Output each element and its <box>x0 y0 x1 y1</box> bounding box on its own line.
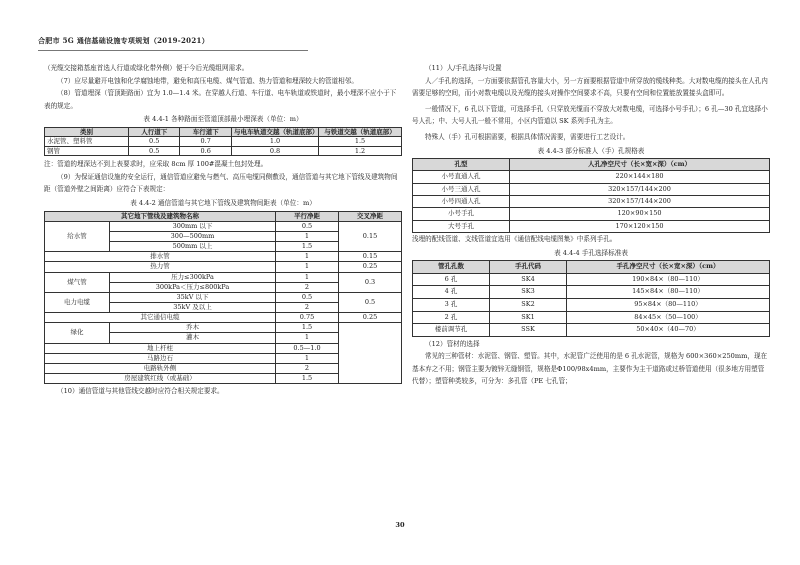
table-cell: 320×157/144×200 <box>510 183 770 195</box>
table-header-cell: 交叉净距 <box>339 211 402 221</box>
paragraph: （10）通信管道与其他管线交越时应符合相关规定要求。 <box>57 387 224 396</box>
table-header-cell: 与铁道交越（轨道底部） <box>319 127 402 136</box>
table-caption: 表 4.4-4 手孔选择标准表 <box>554 248 628 257</box>
table-row <box>413 298 770 311</box>
table-row <box>413 208 770 220</box>
table-cell: SK3 <box>490 286 567 299</box>
table-cell: 0.25 <box>339 313 402 323</box>
table-cell: 马路边石 <box>45 353 276 363</box>
paragraph: （7）应尽量避开电蚀和化学腐蚀地带，避免和高压电缆、煤气管道、热力管道和埋深较大的管道相邻。 <box>57 76 358 85</box>
table-cell: 大号手孔 <box>413 220 510 232</box>
table-cell: 0.5—1.0 <box>276 343 339 353</box>
table-caption: 表 4.4-2 通信管道与其它地下管线及建筑物间距表（单位：m） <box>130 198 316 207</box>
table-cell: SSK <box>490 324 567 337</box>
table-row <box>413 183 770 195</box>
table-cell: 0.15 <box>339 252 402 262</box>
table-cell: 2 <box>276 282 339 292</box>
table-cell: 水泥管、塑料管 <box>45 137 129 146</box>
table-row <box>413 311 770 324</box>
paragraph: 浅埋的配线管道、支线管道宜选用《通信配线电缆图集》中系列手孔。 <box>412 234 617 243</box>
left-column <box>44 62 402 398</box>
document-header: 合肥市 5G 通信基础设施专项规划（2019-2021） <box>38 36 209 45</box>
burial-depth-table <box>44 127 402 156</box>
page-number: 30 <box>395 521 405 529</box>
table-cell: SK4 <box>490 273 567 286</box>
table-cell: 小号手孔 <box>413 208 510 220</box>
table-cell: 绿化 <box>45 323 110 343</box>
table-cell: 145×84×（80—110） <box>567 286 770 299</box>
table-cell: 小号四通人孔 <box>413 196 510 208</box>
table-cell: 2 <box>276 302 339 312</box>
table-header-cell: 孔型 <box>413 159 510 171</box>
table-cell: 1 <box>276 262 339 272</box>
table-caption: 表 4.4-1 各种路面至管道顶部最小埋深表（单位：m） <box>143 115 303 124</box>
table-cell: 房屋建筑红线（或基础） <box>45 374 276 384</box>
table-cell: 1.5 <box>276 242 339 252</box>
table-cell: 0.25 <box>339 262 402 272</box>
manhole-spec-table <box>412 158 770 233</box>
table-header-cell: 人行道下 <box>128 127 180 136</box>
table-row <box>45 313 402 323</box>
table-cell: 300mm 以下 <box>110 221 276 231</box>
table-cell: 190×84×（80—110） <box>567 273 770 286</box>
table-cell: 压力≤300kPa <box>110 272 276 282</box>
table-caption: 表 4.4-3 部分标准人（手）孔规格表 <box>537 146 645 155</box>
section-heading: （12）管材的选择 <box>425 339 480 348</box>
table-cell: 乔木 <box>110 323 276 333</box>
table-header-cell: 其它地下管线及建筑物名称 <box>45 211 276 221</box>
table-cell: 给水管 <box>45 221 110 251</box>
table-header-cell: 人孔净空尺寸（长×宽×深）（cm） <box>510 159 770 171</box>
table-row <box>45 272 402 282</box>
table-cell: 0.5 <box>339 292 402 312</box>
table-cell: 0.15 <box>339 221 402 251</box>
table-cell: 电路轨外侧 <box>45 363 276 373</box>
table-header-cell: 手孔代码 <box>490 261 567 274</box>
paragraph: 常见的三种管材：水泥管、钢管、塑管。其中，水泥管广泛使用的是 6 孔水泥管，规格为 600×360×250mm，现在基本弃之不用；钢管主要为镀锌无缝钢管，规格是Φ100/98x4mm，主要作为主干道路或过桥管道使用（很多地方用塑管代替）；塑管种类较多，可分为：多孔管（PE 七孔管； <box>412 352 768 386</box>
table-cell: 1 <box>276 353 339 363</box>
table-cell: 0.3 <box>339 272 402 292</box>
table-cell: 1 <box>276 272 339 282</box>
table-cell: 170×120×150 <box>510 220 770 232</box>
table-cell: 1.5 <box>276 323 339 333</box>
table-row <box>413 171 770 183</box>
table-row <box>45 323 402 333</box>
table-cell: 0.6 <box>180 146 232 155</box>
table-row <box>45 252 402 262</box>
table-cell: 300kPa＜压力≤800kPa <box>110 282 276 292</box>
table-row <box>413 196 770 208</box>
paragraph: （光缆交接箱基座首选人行道或绿化带外侧）便于今后光缆组网需求。 <box>44 64 249 72</box>
paragraph: （9）为保证通信设施的安全运行，通信管道应避免与燃气、高压电缆同侧敷设，通信管道与其它地下管线及建筑物间距（管道外壁之间距离）应符合下表规定： <box>44 172 398 194</box>
table-cell: 1 <box>276 231 339 241</box>
table-cell: 35kV 以下 <box>110 292 276 302</box>
table-cell: 电力电缆 <box>45 292 110 312</box>
table-row <box>45 292 402 302</box>
table-row <box>413 273 770 286</box>
paragraph: 特殊人（手）孔可根据需要，根据具体情况需要，需要进行工艺设计。 <box>425 132 630 141</box>
table-cell: 0.8 <box>232 146 319 155</box>
table-cell: 1 <box>276 333 339 343</box>
table-cell: 1 <box>276 252 339 262</box>
table-cell <box>339 323 402 384</box>
table-cell: 35kV 及以上 <box>110 302 276 312</box>
table-cell: 2 <box>276 363 339 373</box>
table-cell: 320×157/144×200 <box>510 196 770 208</box>
table-cell: 0.5 <box>276 221 339 231</box>
table-header-cell: 类别 <box>45 127 129 136</box>
table-row <box>45 146 402 155</box>
table-cell: 3 孔 <box>413 298 490 311</box>
table-header-cell: 手孔净空尺寸（长×宽×深）（cm） <box>567 261 770 274</box>
table-cell: 2 孔 <box>413 311 490 324</box>
table-cell: 楼前调节孔 <box>413 324 490 337</box>
table-cell: SK1 <box>490 311 567 324</box>
table-cell: 小号三通人孔 <box>413 183 510 195</box>
table-cell: 300—500mm <box>110 231 276 241</box>
table-header-cell: 车行道下 <box>180 127 232 136</box>
table-header-cell: 平行净距 <box>276 211 339 221</box>
table-cell: 小号直通人孔 <box>413 171 510 183</box>
table-row <box>45 137 402 146</box>
header-rule <box>38 50 308 51</box>
clearance-table <box>44 211 402 385</box>
table-cell: 50×40×（40—70） <box>567 324 770 337</box>
table-cell: 排水管 <box>45 252 276 262</box>
table-cell: 热力管 <box>45 262 276 272</box>
table-cell: SK2 <box>490 298 567 311</box>
table-cell: 220×144×180 <box>510 171 770 183</box>
table-cell: 1.0 <box>232 137 319 146</box>
paragraph: 人／手孔的选择，一方面要依据管孔容量大小，另一方面要根据管道中所穿放的缆线种类。大对数电缆的接头在人孔内需要足够的空间，而小对数电缆以及光缆的接头对操作空间要求不高，只要有空间和位置能放置接头盒即可。 <box>412 76 768 98</box>
table-row <box>413 286 770 299</box>
table-cell: 0.5 <box>276 292 339 302</box>
table-cell: 其它通信电缆 <box>45 313 276 323</box>
table-cell: 钢管 <box>45 146 129 155</box>
table-cell: 500mm 以上 <box>110 242 276 252</box>
table-row <box>45 221 402 231</box>
table-cell: 6 孔 <box>413 273 490 286</box>
section-heading: （11）人/手孔选择与设置 <box>425 64 502 72</box>
table-cell: 0.7 <box>180 137 232 146</box>
table-cell: 1.5 <box>276 374 339 384</box>
table-row <box>45 262 402 272</box>
table-cell: 0.5 <box>128 146 180 155</box>
table-header-cell: 与电车轨道交越（轨道底部） <box>232 127 319 136</box>
table-header-cell: 管孔孔数 <box>413 261 490 274</box>
handhole-selection-table <box>412 260 770 337</box>
paragraph: （8）管道埋深（管顶距路面）宜为 1.0—1.4 米。在穿越人行道、车行道、电车轨道或铁道时，最小埋深不应小于下表的规定。 <box>44 89 397 110</box>
table-row <box>413 220 770 232</box>
table-cell: 120×90×150 <box>510 208 770 220</box>
table-cell: 1.5 <box>319 137 402 146</box>
table-cell: 煤气管 <box>45 272 110 292</box>
table-cell: 地上杆柱 <box>45 343 276 353</box>
table-cell: 4 孔 <box>413 286 490 299</box>
paragraph: 一般情况下，6 孔以下管道，可选择手孔（只穿放光缆而不穿放大对数电缆，可选择小号手孔）；6 孔—30 孔宜选择小号人孔；中、大号人孔一般不常用，小区内管道以 SK 系列手孔为主。 <box>412 104 768 126</box>
table-cell: 1.2 <box>319 146 402 155</box>
note: 注：管道的埋深达不到上表要求时，应采取 8cm 厚 100#混凝土包封处理。 <box>44 160 268 169</box>
right-column <box>412 62 770 388</box>
table-cell: 0.5 <box>128 137 180 146</box>
table-cell: 84×45×（50—100） <box>567 311 770 324</box>
table-row <box>413 324 770 337</box>
table-cell: 灌木 <box>110 333 276 343</box>
table-cell: 95×84×（80—110） <box>567 298 770 311</box>
table-cell: 0.75 <box>276 313 339 323</box>
